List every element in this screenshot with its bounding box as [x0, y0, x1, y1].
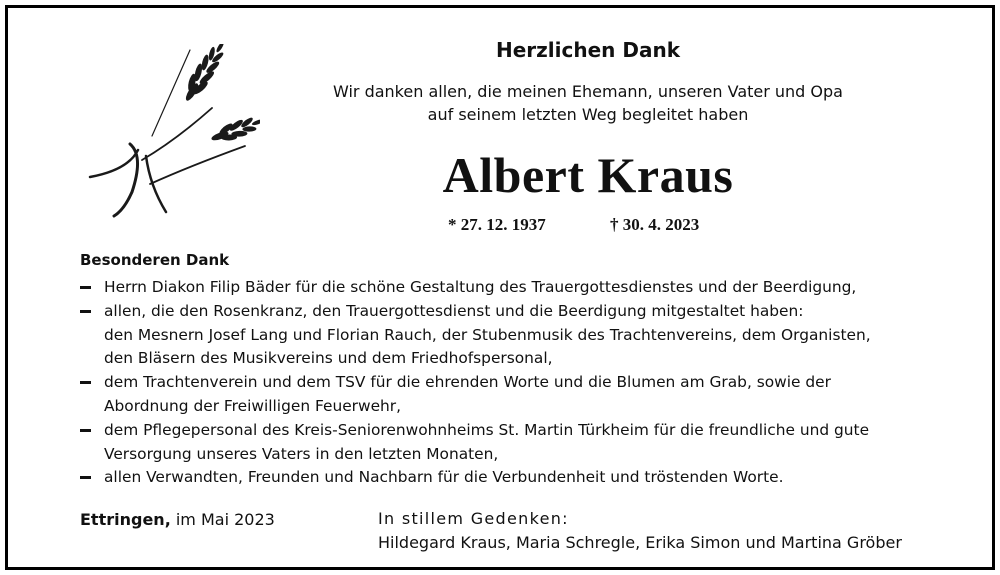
signatories: Hildegard Kraus, Maria Schregle, Erika Simon und Martina Gröber: [378, 533, 902, 552]
memorial-heading: In stillem Gedenken:: [378, 509, 569, 528]
list-item: [80, 419, 960, 467]
list-item: [80, 300, 960, 371]
wheat-ears-icon: [80, 44, 260, 219]
life-dates: [444, 215, 764, 239]
page-title: Herzlichen Dank: [495, 38, 680, 62]
intro-text: [308, 80, 868, 126]
month-year: im Mai 2023: [175, 510, 275, 529]
dash-icon: [80, 286, 91, 289]
list-item: [80, 276, 960, 300]
intro-line: auf seinem letzten Weg begleitet haben: [427, 105, 749, 124]
list-item: [80, 371, 960, 419]
thanks-heading: Besonderen Dank: [80, 251, 230, 269]
birth-date: * 27. 12. 1937: [448, 215, 546, 234]
place-date: [80, 510, 275, 529]
dash-icon: [80, 381, 91, 384]
death-date: † 30. 4. 2023: [610, 215, 700, 234]
obituary-card: [5, 5, 995, 570]
list-item-text: allen Verwandten, Freunden und Nachbarn für die Verbundenheit und tröstenden Worte.: [104, 468, 784, 487]
list-item: [80, 466, 960, 490]
list-item-text: allen, die den Rosenkranz, den Trauergottesdienst und die Beerdigung mitgestaltet haben: den Mesnern Josef Lang und Florian Rauch, der Stubenmusik des Trachtenvereins, dem Organisten, den Bläsern des Musikvereins und dem Friedhofspersonal,: [104, 301, 871, 368]
dash-icon: [80, 476, 91, 479]
dash-icon: [80, 310, 91, 313]
list-item-text: dem Pflegepersonal des Kreis-Seniorenwohnheims St. Martin Türkheim für die freundliche und gute Versorgung unseres Vaters in den letzten Monaten,: [104, 420, 870, 463]
city-name: Ettringen,: [80, 510, 171, 529]
list-item-text: dem Trachtenverein und dem TSV für die ehrenden Worte und die Blumen am Grab, sowie der Abordnung der Freiwilligen Feuerwehr,: [104, 373, 831, 415]
signature-block: [378, 507, 902, 555]
dash-icon: [80, 429, 91, 432]
deceased-name: Albert Kraus: [442, 147, 734, 203]
thanks-list: [80, 276, 960, 490]
intro-line: Wir danken allen, die meinen Ehemann, unseren Vater und Opa: [333, 82, 843, 101]
list-item-text: Herrn Diakon Filip Bäder für die schöne Gestaltung des Trauergottesdienstes und der Beerdigung,: [104, 278, 857, 296]
